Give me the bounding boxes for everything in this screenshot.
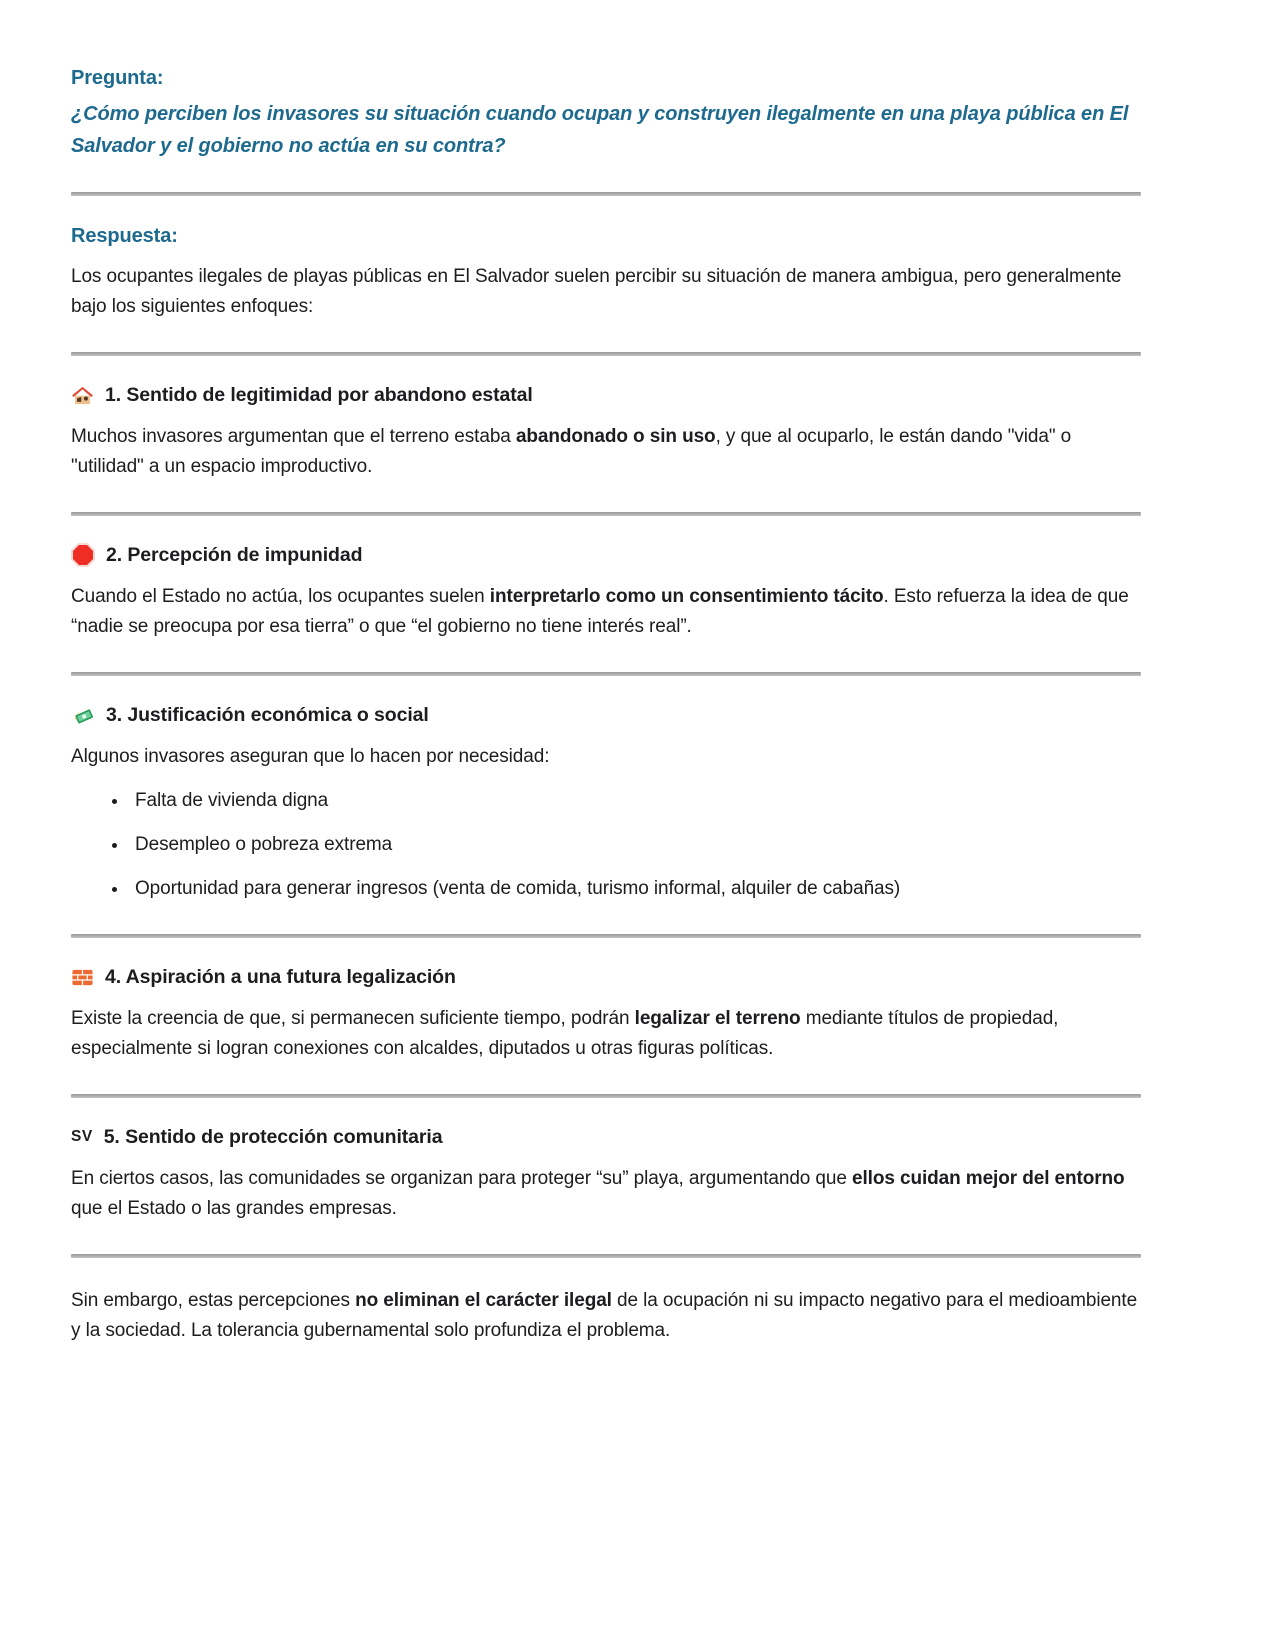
paragraph: [71, 742, 1141, 772]
divider: [71, 1094, 1141, 1098]
paragraph: [71, 582, 1141, 642]
red-circle-icon: [71, 543, 95, 567]
text-run: , y que al ocuparlo, le están dando "vida" o "utilidad" a un espacio improductivo.: [71, 426, 1072, 477]
bullet-item: • Falta de vivienda digna: [129, 786, 1141, 816]
question-label: Pregunta:: [71, 67, 164, 89]
text-run: de la ocupación ni su impacto negativo para el medioambiente y la sociedad. La tolerancia gubernamental solo profundiza el problema.: [71, 1290, 1138, 1341]
section-title: 1. Sentido de legitimidad por abandono estatal: [105, 384, 533, 406]
text-run: Muchos invasores argumentan que el terreno estaba: [71, 426, 516, 447]
money-with-wings-icon: [71, 703, 95, 727]
bullet-item: • Oportunidad para generar ingresos (venta de comida, turismo informal, alquiler de cabañas): [129, 874, 1141, 904]
paragraph: [71, 1004, 1141, 1064]
answer-sections: [71, 352, 1141, 1346]
divider: [71, 512, 1141, 516]
section-title: 5. Sentido de protección comunitaria: [103, 1126, 443, 1148]
text-run: que el Estado o las grandes empresas.: [71, 1198, 397, 1219]
bold-text-run: interpretarlo como un consentimiento tácito: [489, 586, 884, 607]
paragraph: [71, 422, 1141, 482]
divider: [71, 934, 1141, 938]
bold-text-run: no eliminan el carácter ilegal: [355, 1290, 612, 1311]
text-run: . Esto refuerza la idea de que “nadie se preocupa por esa tierra” o que “el gobierno no tiene interés real”.: [71, 586, 1129, 637]
divider: [71, 1254, 1141, 1258]
text-run: Existe la creencia de que, si permanecen suficiente tiempo, podrán: [71, 1008, 635, 1029]
text-run: En ciertos casos, las comunidades se organizan para proteger “su” playa, argumentando que: [71, 1168, 853, 1189]
section-heading: [71, 382, 1141, 408]
text-run: Algunos invasores aseguran que lo hacen por necesidad:: [71, 746, 550, 767]
bullet-item: • Desempleo o pobreza extrema: [129, 830, 1141, 860]
divider: [71, 192, 1141, 196]
derelict-house-icon: [71, 384, 94, 407]
answer-label: Respuesta:: [71, 225, 178, 247]
section-heading: [71, 964, 1141, 990]
flag-el-salvador-icon: [71, 1124, 93, 1150]
flag-fallback-text: SV: [71, 1128, 93, 1145]
question-text: ¿Cómo perciben los invasores su situación cuando ocupan y construyen ilegalmente en una playa pública en El Salvador y el gobierno no actúa en su contra?: [71, 103, 1129, 157]
section-heading: [71, 702, 1141, 728]
closing-paragraph: [71, 1286, 1141, 1346]
text-run: mediante títulos de propiedad, especialmente si logran conexiones con alcaldes, diputados u otras figuras políticas.: [71, 1008, 1059, 1059]
divider: [71, 672, 1141, 676]
text-run: Sin embargo, estas percepciones: [71, 1290, 356, 1311]
divider: [71, 352, 1141, 356]
answer-intro: Los ocupantes ilegales de playas públicas en El Salvador suelen percibir su situación de manera ambigua, pero generalmente bajo los siguientes enfoques:: [71, 266, 1122, 317]
bold-text-run: legalizar el terreno: [634, 1008, 801, 1029]
bold-text-run: abandonado o sin uso: [515, 426, 716, 447]
section-title: 3. Justificación económica o social: [106, 704, 429, 726]
bold-text-run: ellos cuidan mejor del entorno: [852, 1168, 1125, 1189]
section-heading: [71, 542, 1141, 568]
section-heading: [71, 1124, 1141, 1150]
paragraph: [71, 1164, 1141, 1224]
brick-icon: [71, 966, 94, 989]
section-title: 2. Percepción de impunidad: [106, 544, 363, 566]
text-run: Cuando el Estado no actúa, los ocupantes suelen: [71, 586, 490, 607]
bullet-list: [71, 786, 1141, 904]
section-title: 4. Aspiración a una futura legalización: [105, 966, 456, 988]
